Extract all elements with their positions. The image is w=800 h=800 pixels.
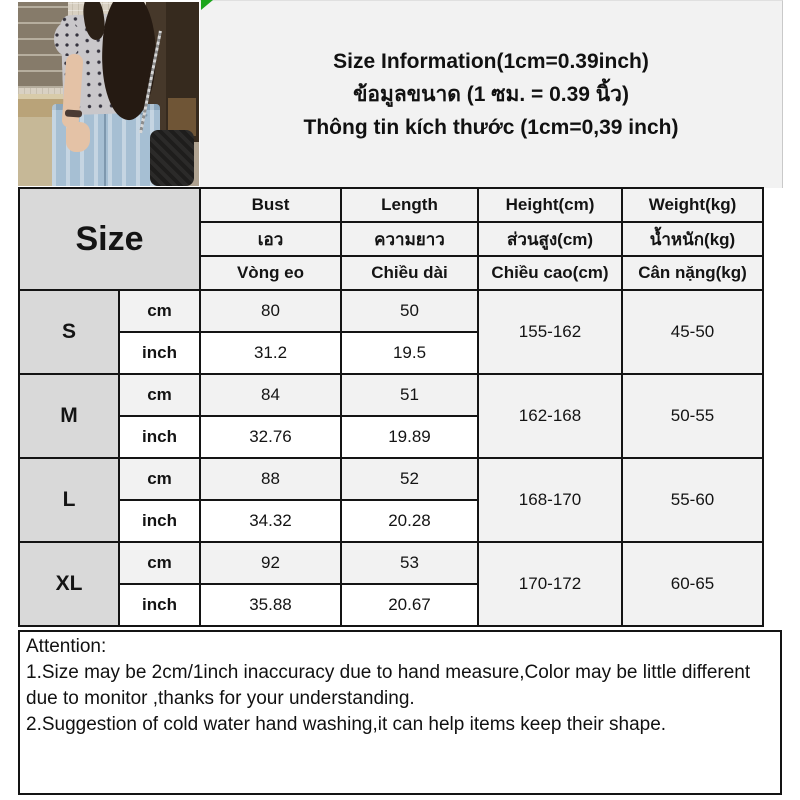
length-inch-m: 19.89 [341, 416, 478, 458]
weight-m: 50-55 [622, 374, 763, 458]
col-header-length-vi: Chiều dài [341, 256, 478, 290]
col-header-length-th: ความยาว [341, 222, 478, 256]
weight-s: 45-50 [622, 290, 763, 374]
photo-wrist-watch [65, 109, 82, 117]
col-header-weight-en: Weight(kg) [622, 188, 763, 222]
bust-cm-s: 80 [200, 290, 341, 332]
bust-inch-s: 31.2 [200, 332, 341, 374]
bust-cm-xl: 92 [200, 542, 341, 584]
unit-inch: inch [119, 584, 200, 626]
table-row-l-cm [19, 458, 763, 500]
bust-inch-m: 32.76 [200, 416, 341, 458]
weight-xl: 60-65 [622, 542, 763, 626]
col-header-length-en: Length [341, 188, 478, 222]
table-row-s-cm [19, 290, 763, 332]
bust-cm-l: 88 [200, 458, 341, 500]
title-block [200, 0, 783, 188]
col-header-height-en: Height(cm) [478, 188, 622, 222]
unit-cm: cm [119, 374, 200, 416]
height-s: 155-162 [478, 290, 622, 374]
attention-notes [18, 630, 782, 795]
bust-inch-l: 34.32 [200, 500, 341, 542]
length-inch-xl: 20.67 [341, 584, 478, 626]
title-thai: ข้อมูลขนาด (1 ซม. = 0.39 นิ้ว) [353, 83, 629, 106]
size-table [18, 187, 764, 627]
attention-note-2: 2.Suggestion of cold water hand washing,it can help items keep their shape. [26, 714, 667, 735]
length-cm-l: 52 [341, 458, 478, 500]
photo-left-hand [66, 122, 90, 152]
unit-cm: cm [119, 290, 200, 332]
col-header-weight-th: น้ำหนัก(kg) [622, 222, 763, 256]
col-header-height-th: ส่วนสูง(cm) [478, 222, 622, 256]
excel-corner-marker-icon [201, 0, 213, 10]
product-photo [18, 2, 199, 186]
title-vietnamese: Thông tin kích thước (1cm=0,39 inch) [303, 116, 679, 139]
photo-left-sleeve [54, 22, 80, 56]
unit-inch: inch [119, 500, 200, 542]
bust-cm-m: 84 [200, 374, 341, 416]
length-inch-l: 20.28 [341, 500, 478, 542]
attention-heading: Attention: [26, 636, 107, 657]
photo-black-bag [150, 130, 194, 186]
height-m: 162-168 [478, 374, 622, 458]
table-row-m-cm [19, 374, 763, 416]
height-xl: 170-172 [478, 542, 622, 626]
size-header-cell: Size [19, 188, 200, 290]
title-english: Size Information(1cm=0.39inch) [333, 50, 649, 73]
col-header-bust-th: เอว [200, 222, 341, 256]
length-cm-s: 50 [341, 290, 478, 332]
unit-cm: cm [119, 542, 200, 584]
height-l: 168-170 [478, 458, 622, 542]
unit-cm: cm [119, 458, 200, 500]
size-label-m: M [19, 374, 119, 458]
unit-inch: inch [119, 332, 200, 374]
col-header-bust-vi: Vòng eo [200, 256, 341, 290]
table-row-xl-cm [19, 542, 763, 584]
size-label-xl: XL [19, 542, 119, 626]
length-inch-s: 19.5 [341, 332, 478, 374]
length-cm-m: 51 [341, 374, 478, 416]
weight-l: 55-60 [622, 458, 763, 542]
unit-inch: inch [119, 416, 200, 458]
size-label-s: S [19, 290, 119, 374]
col-header-weight-vi: Cân nặng(kg) [622, 256, 763, 290]
header-row-english [19, 188, 763, 222]
attention-note-1: 1.Size may be 2cm/1inch inaccuracy due to hand measure,Color may be little different due to monitor ,thanks for your understanding. [26, 662, 751, 709]
length-cm-xl: 53 [341, 542, 478, 584]
bust-inch-xl: 35.88 [200, 584, 341, 626]
photo-jeans-seam [104, 110, 106, 186]
col-header-bust-en: Bust [200, 188, 341, 222]
size-label-l: L [19, 458, 119, 542]
col-header-height-vi: Chiều cao(cm) [478, 256, 622, 290]
